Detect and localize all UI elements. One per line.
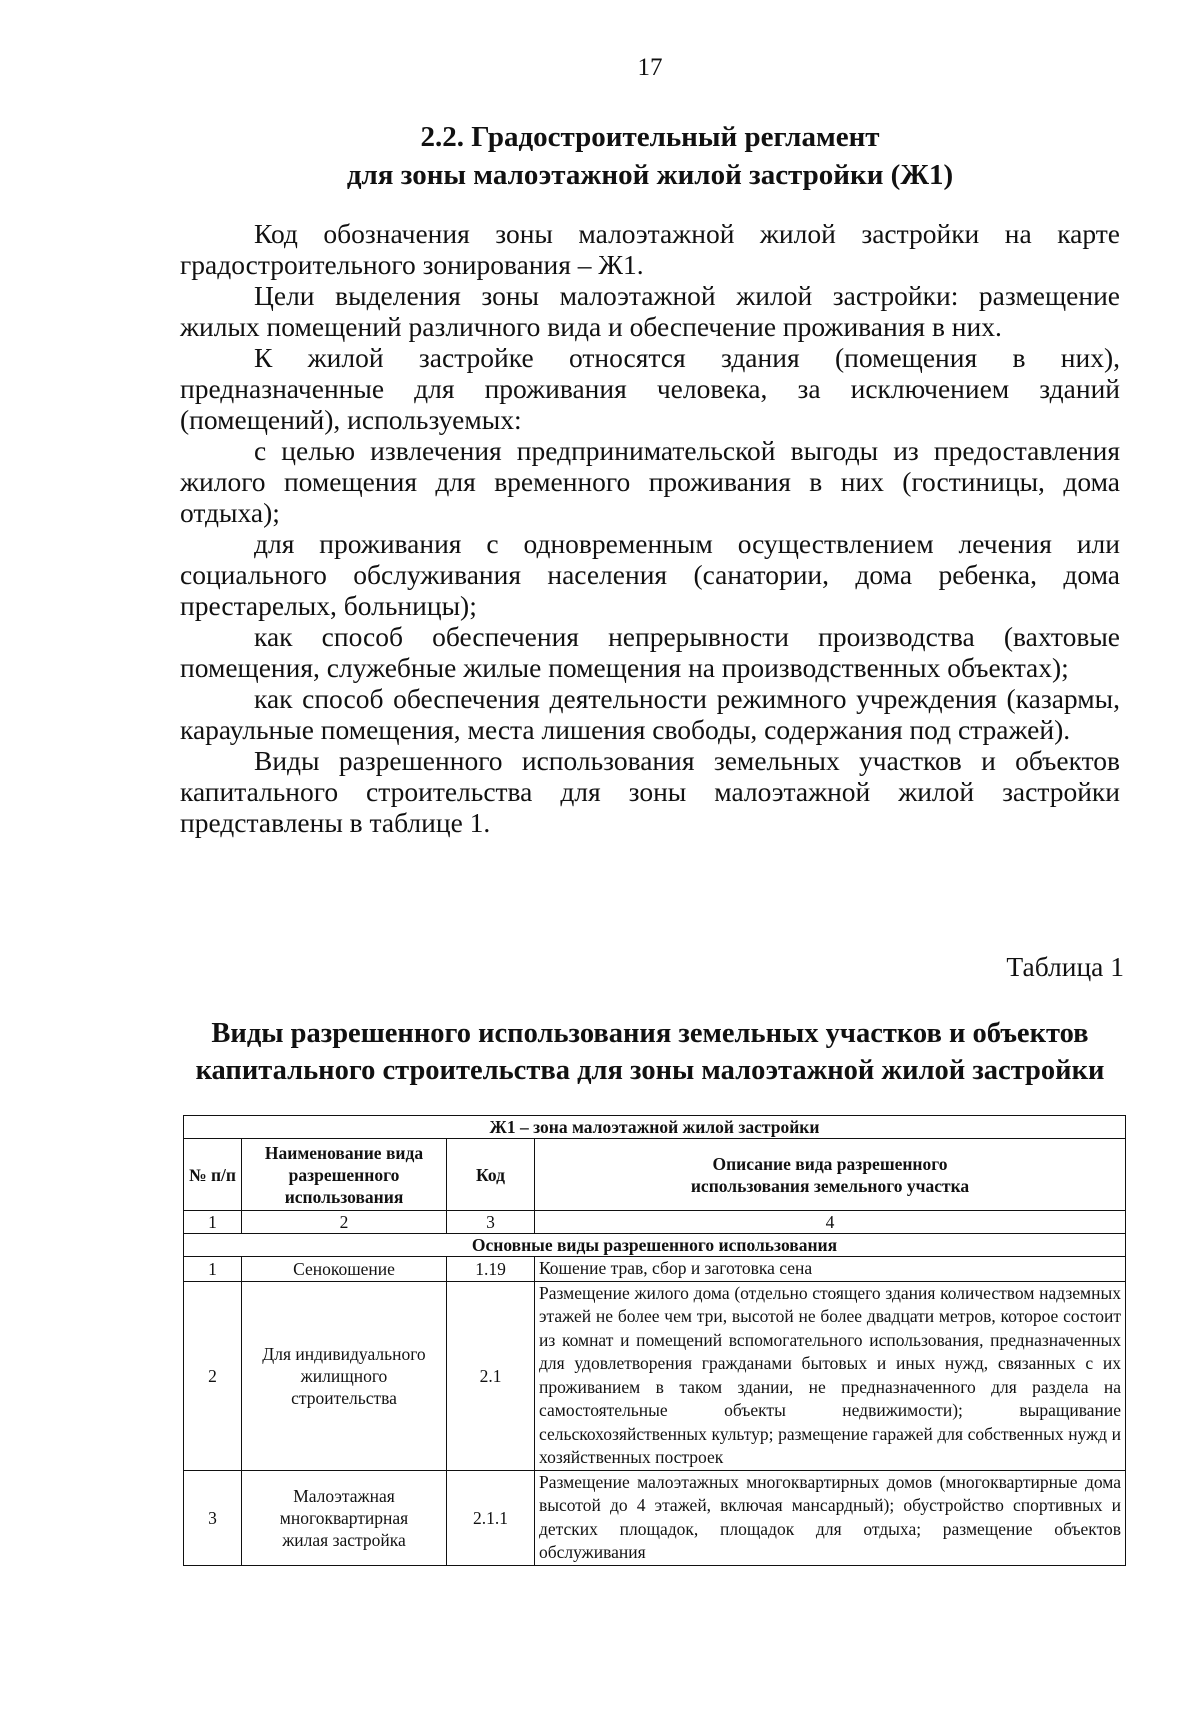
section-header-row: [184, 1234, 1126, 1257]
page-number: 17: [637, 54, 663, 81]
body-text: [180, 218, 1120, 838]
column-number: 3: [447, 1211, 535, 1234]
table-title-line-2: капитального строительства для зоны малоэтажной жилой застройки: [195, 1055, 1105, 1086]
row-name: Малоэтажная многоквартирная жилая застройка: [242, 1470, 447, 1565]
paragraph: К жилой застройке относятся здания (помещения в них), предназначенные для проживания человека, за исключением зданий (помещений), используемых:: [180, 342, 1120, 435]
land-use-table: [183, 1115, 1126, 1566]
row-code: 1.19: [447, 1257, 535, 1282]
table-row: [184, 1470, 1126, 1565]
paragraph: Цели выделения зоны малоэтажной жилой застройки: размещение жилых помещений различного вида и обеспечение проживания в них.: [180, 280, 1120, 342]
paragraph: для проживания с одновременным осуществлением лечения или социального обслуживания населения (санатории, дома ребенка, дома престарелых, больницы);: [180, 528, 1120, 621]
section-heading-line-1: 2.2. Градостроительный регламент: [420, 121, 880, 153]
table-title-line-1: Виды разрешенного использования земельных участков и объектов: [211, 1018, 1089, 1049]
column-number-row: [184, 1211, 1126, 1234]
row-desc: Кошение трав, сбор и заготовка сена: [535, 1257, 1126, 1282]
row-code: 2.1.1: [447, 1470, 535, 1565]
table-row: [184, 1257, 1126, 1282]
header-desc: Описание вида разрешенного использования земельного участка: [535, 1139, 1126, 1211]
paragraph: с целью извлечения предпринимательской выгоды из предоставления жилого помещения для временного проживания в них (гостиницы, дома отдыха);: [180, 435, 1120, 528]
column-number: 4: [535, 1211, 1126, 1234]
table-caption: Таблица 1: [1006, 951, 1124, 982]
zone-header-row: [184, 1116, 1126, 1139]
section-heading: [180, 118, 1120, 194]
header-code: Код: [447, 1139, 535, 1211]
column-number: 1: [184, 1211, 242, 1234]
row-name: Для индивидуального жилищного строительства: [242, 1281, 447, 1470]
zone-header-cell: Ж1 – зона малоэтажной жилой застройки: [184, 1116, 1126, 1139]
column-number: 2: [242, 1211, 447, 1234]
header-num: № п/п: [184, 1139, 242, 1211]
row-num: 3: [184, 1470, 242, 1565]
row-num: 2: [184, 1281, 242, 1470]
row-desc: Размещение малоэтажных многоквартирных домов (многоквартирные дома высотой до 4 этажей, включая мансардный); обустройство спортивных и детских площадок, площадок для отдыха; размещение объектов обслуживания: [535, 1470, 1126, 1565]
table-title: [180, 1015, 1120, 1089]
section-header-cell: Основные виды разрешенного использования: [184, 1234, 1126, 1257]
table-row: [184, 1281, 1126, 1470]
row-name: Сенокошение: [242, 1257, 447, 1282]
section-heading-line-2: для зоны малоэтажной жилой застройки (Ж1): [346, 159, 954, 191]
paragraph: как способ обеспечения деятельности режимного учреждения (казармы, караульные помещения, места лишения свободы, содержания под стражей).: [180, 683, 1120, 745]
row-num: 1: [184, 1257, 242, 1282]
paragraph: как способ обеспечения непрерывности производства (вахтовые помещения, служебные жилые помещения на производственных объектах);: [180, 621, 1120, 683]
paragraph: Виды разрешенного использования земельных участков и объектов капитального строительства для зоны малоэтажной жилой застройки представлены в таблице 1.: [180, 745, 1120, 838]
row-code: 2.1: [447, 1281, 535, 1470]
column-header-row: [184, 1139, 1126, 1211]
paragraph: Код обозначения зоны малоэтажной жилой застройки на карте градостроительного зонирования – Ж1.: [180, 218, 1120, 280]
header-name: Наименование вида разрешенного использования: [242, 1139, 447, 1211]
row-desc: Размещение жилого дома (отдельно стоящего здания количеством надземных этажей не более чем три, высотой не более двадцати метров, которое состоит из комнат и помещений вспомогательного использования, предназначенных для удовлетворения гражданами бытовых и иных нужд, связанных с их проживанием в таком здании, не предназначенного для раздела на самостоятельные объекты недвижимости); выращивание сельскохозяйственных культур; размещение гаражей для собственных нужд и хозяйственных построек: [535, 1281, 1126, 1470]
